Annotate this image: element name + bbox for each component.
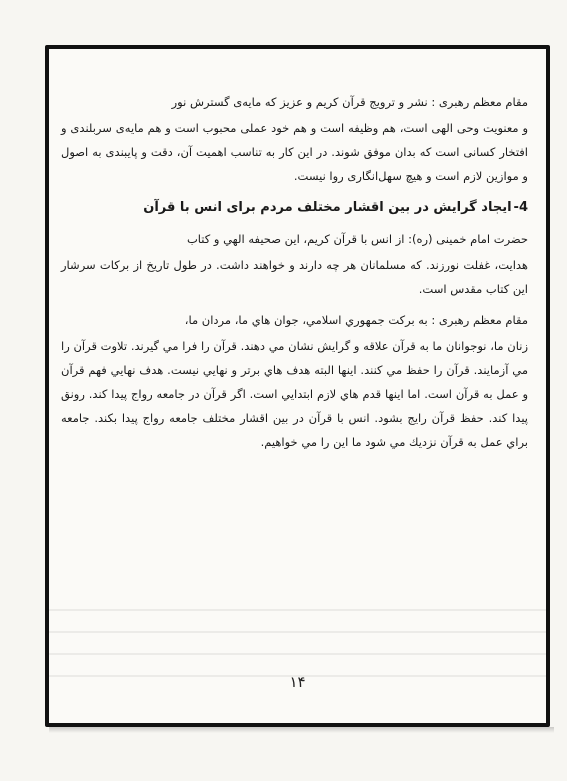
paragraph-3-lead: مقام معظم رهبری : به برکت جمهوري اسلامي، جوان هاي ما، مردان ما،	[184, 313, 528, 327]
paragraph-1-body: و معنویت وحی الهی است، هم وظیفه است و هم خود عملی محبوب است و هم مایه‌ی سربلندی و افتخار کسانی است که بدان موفق شوند. در این کار به تناسب اهمیت آن، دقت و پایبندی به اصول و موازین لازم است و هیچ سهل‌انگاری روا نیست.	[61, 121, 528, 183]
frame-edge-shadow	[49, 727, 554, 733]
paragraph-3-body: زنان ما، نوجوانان ما به قرآن علاقه و گرایش نشان مي دهند. قرآن را فرا مي گیرند. تلاوت قرآن را مي آزمایند. قرآن را حفظ مي کنند. اینها البته هدف هاي برتر و نهایي نیست. هدف نهایي فهم قرآن و عمل به قرآن است. اما اینها قدم هاي لازم ابتدایي است. اگر قرآن در جامعه رواج پیدا کند. رونق پیدا کند. حفظ قرآن رایج بشود. انس با قرآن در بین اقشار مختلف جامعه رواج پیدا بکند. جامعه براي عمل به قرآن نزدیك مي شود ما این را مي خواهیم.	[61, 339, 528, 449]
section-heading-text: ایجاد گرایش در بین اقشار مختلف مردم برای انس با قرآن	[143, 200, 512, 215]
section-heading-number: 4-	[513, 200, 528, 215]
section-heading	[61, 194, 528, 222]
paragraph-2-lead: حضرت امام خمینی (ره): از انس با قرآن کریم، این صحیفه الهي و کتاب	[186, 232, 528, 246]
page-body	[61, 89, 528, 454]
page-border-frame	[45, 45, 550, 727]
bleed-through-shadow	[49, 609, 546, 679]
page-number: ۱۴	[289, 673, 306, 691]
paragraph-2-body: هدایت، غفلت نورزند. که مسلمانان هر چه دارند و خواهند داشت. در طول تاریخ از برکات سرشار این کتاب مقدس است.	[61, 258, 528, 296]
paragraph-1-lead: مقام معظم رهبری : نشر و ترویج قرآن کریم و عزیز که مایه‌ی گسترش نور	[171, 95, 528, 109]
